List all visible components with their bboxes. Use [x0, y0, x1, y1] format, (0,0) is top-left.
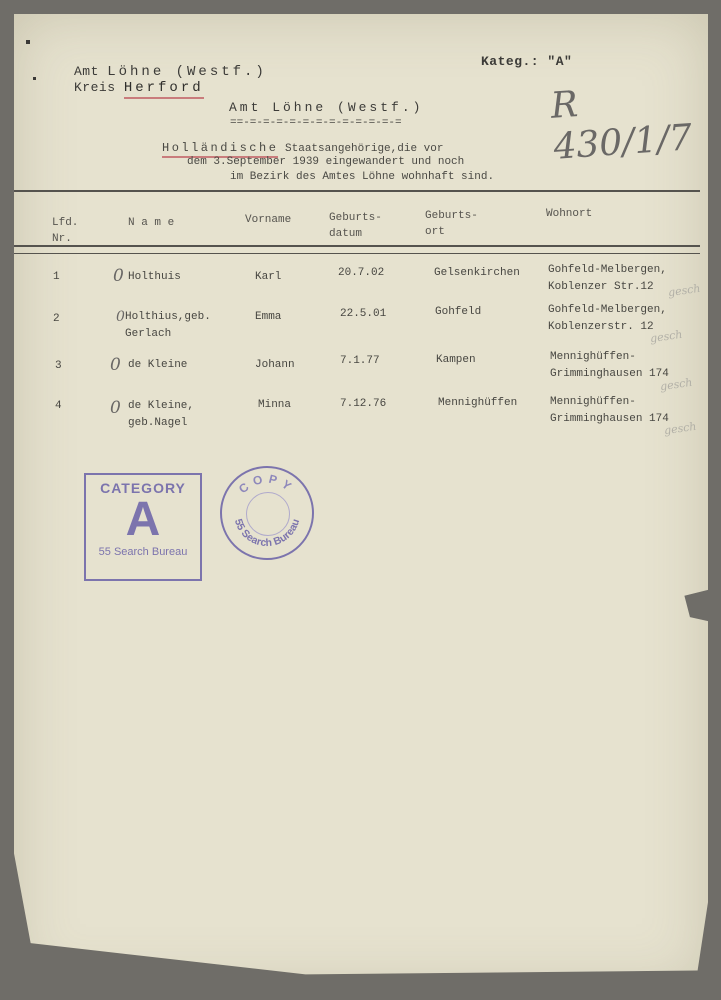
center-title: Amt Löhne (Westf.) — [229, 100, 424, 115]
svg-text:55 Search Bureau — [232, 517, 302, 549]
row-name: de Kleine, geb.Nagel — [128, 400, 195, 429]
row-geburtsdatum: 20.7.02 — [338, 267, 385, 279]
handwritten-mark: 0 — [113, 266, 124, 286]
subject-line-3: im Bezirk des Amtes Löhne wohnhaft sind. — [230, 171, 495, 183]
handwritten-mark: 0 — [116, 309, 125, 325]
handwritten-mark: 0 — [110, 398, 121, 418]
pencil-note: gesch — [659, 375, 694, 394]
subject-line-1: Holländische Staatsangehörige,die vor — [162, 141, 443, 155]
row-name: de Kleine — [128, 359, 188, 371]
pencil-note: gesch — [663, 419, 698, 438]
row-geburtsort: Gelsenkirchen — [434, 267, 520, 279]
amt-line: Amt Löhne (Westf.) — [74, 64, 267, 80]
svg-text:COPY — [236, 471, 298, 496]
row-number: 1 — [53, 271, 60, 283]
table-top-rule — [14, 190, 700, 192]
row-number: 4 — [55, 400, 62, 412]
row-wohnort: Mennighüffen- Grimminghausen 174 — [550, 396, 669, 425]
column-header-nr: Lfd. Nr. — [52, 217, 79, 245]
row-name: Holthuis — [128, 271, 181, 283]
copy-stamp-ring-text — [222, 468, 312, 558]
row-geburtsort: Gohfeld — [435, 306, 482, 318]
row-vorname: Minna — [258, 399, 292, 411]
row-number: 3 — [55, 360, 62, 372]
row-geburtsort: Mennighüffen — [438, 397, 518, 409]
copy-stamp-top-text: COPY — [236, 471, 298, 497]
handwritten-reference: R 430/1/7 — [549, 84, 694, 168]
ink-speck — [33, 77, 36, 80]
pencil-note: gesch — [667, 281, 702, 300]
category-label: Kateg.: "A" — [481, 54, 573, 69]
row-geburtsdatum: 7.1.77 — [340, 355, 380, 367]
copy-stamp-bottom-text: 55 Search Bureau — [231, 517, 303, 550]
row-vorname: Karl — [255, 271, 282, 283]
column-header-geburtsort: Geburts- ort — [425, 210, 478, 238]
table-header-rule — [14, 245, 700, 247]
row-wohnort: Mennighüffen- Grimminghausen 174 — [550, 351, 669, 380]
row-wohnort: Gohfeld-Melbergen, Koblenzerstr. 12 — [548, 304, 667, 333]
kreis-line: Kreis Herford — [74, 80, 204, 96]
row-vorname: Johann — [255, 359, 295, 371]
row-number: 2 — [53, 313, 60, 325]
table-header-rule-secondary — [14, 253, 700, 254]
row-vorname: Emma — [255, 311, 282, 323]
title-underline: ==-=-=-=-=-=-=-=-=-=-=-=-= — [230, 117, 402, 129]
column-header-vorname: Vorname — [245, 214, 292, 226]
category-stamp — [84, 473, 202, 581]
handwritten-mark: 0 — [110, 355, 121, 375]
category-stamp-letter: A — [125, 493, 161, 546]
row-name: Holthius,geb. Gerlach — [125, 311, 211, 340]
category-stamp-bureau: 55 Search Bureau — [98, 546, 188, 558]
subject-line-2: dem 3.September 1939 eingewandert und noch — [187, 156, 465, 168]
row-geburtsort: Kampen — [436, 354, 476, 366]
row-geburtsdatum: 22.5.01 — [340, 308, 387, 320]
column-header-wohnort: Wohnort — [546, 208, 593, 220]
copy-stamp — [220, 466, 314, 560]
pencil-note: gesch — [649, 327, 684, 346]
column-header-name: N a m e — [128, 217, 175, 229]
category-stamp-title: CATEGORY — [100, 480, 186, 496]
column-header-geburtsdatum: Geburts- datum — [329, 212, 382, 240]
row-geburtsdatum: 7.12.76 — [340, 398, 387, 410]
row-wohnort: Gohfeld-Melbergen, Koblenzer Str.12 — [548, 264, 667, 293]
ink-speck — [26, 40, 30, 44]
